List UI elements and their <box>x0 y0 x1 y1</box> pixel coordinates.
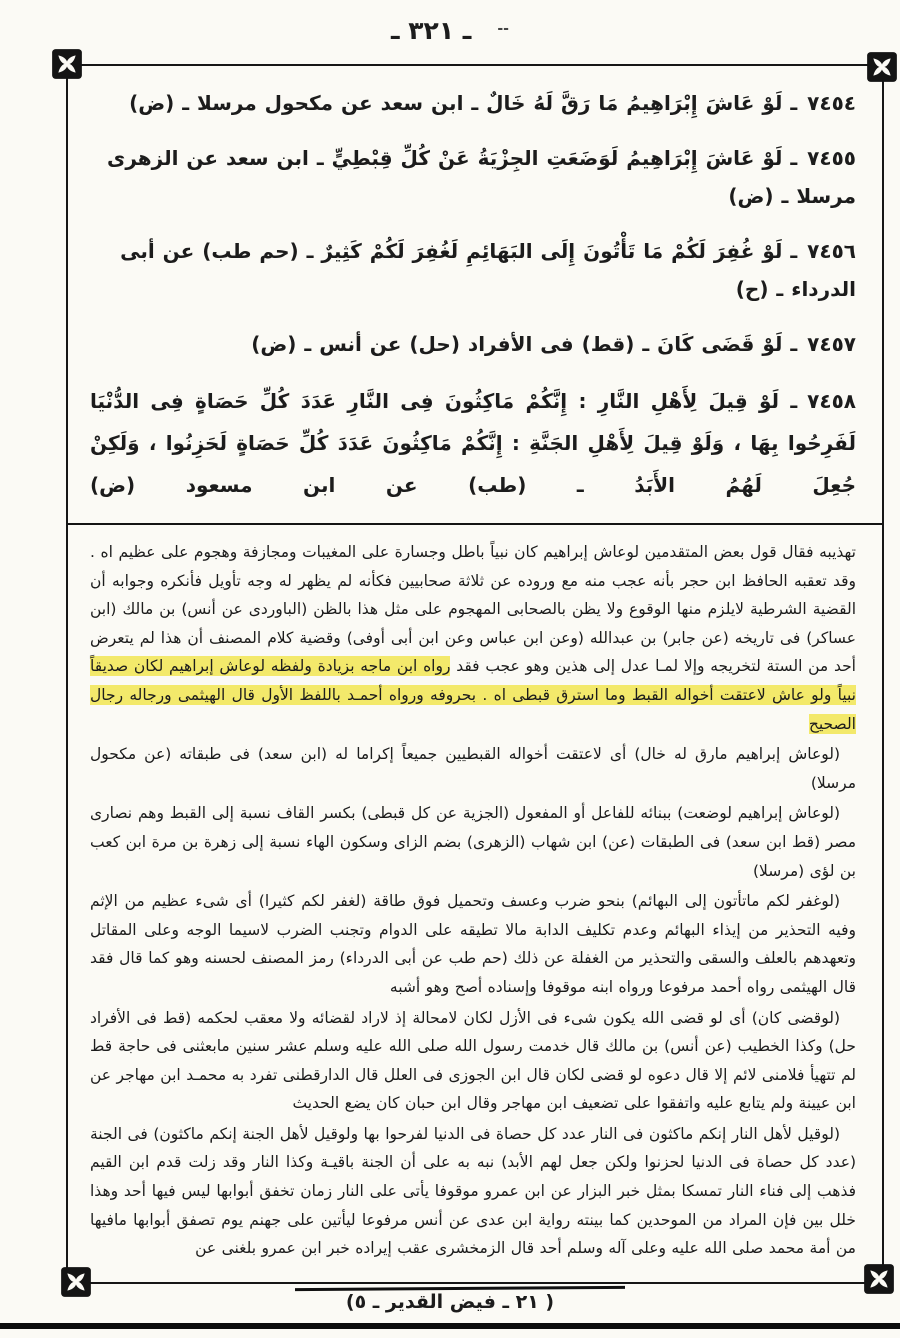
hadith-number: ٧٤٥٧ <box>807 332 856 356</box>
book-volume-footer: ( ٢١ ـ فيض القدير ـ ٥) <box>345 1291 555 1313</box>
hadith-text: ـ لَوْ قَضَى كَانَ ـ (قط) فى الأفراد (حل) عن أنس ـ (ض) <box>251 332 798 356</box>
hadith-text: ـ لَوْ عَاشَ إِبْرَاهِيمُ لَوَضَعَتِ الجِزْيَةُ عَنْ كُلِّ قِبْطِيٍّ ـ ابن سعد عن الزهرى مرسلا ـ (ض) <box>106 146 856 208</box>
page-content <box>68 66 882 1282</box>
commentary-paragraph: (لوعاش إبراهيم مارق له خال) أى لاعتقت أخواله القبطيين جميعاً إكراما له (ابن سعد) فى طبقاته (عن مكحول مرسلا) <box>90 745 856 792</box>
hadith-number: ٧٤٥٦ <box>807 239 856 263</box>
commentary-opening-text: تهذيبه فقال قول بعض المتقدمين لوعاش إبراهيم كان نبياً باطل وجسارة على المغيبات ومجازفة وهجوم على عظيم اه . وقد تعقبه الحافظ ابن حجر بأنه عجب منه مع وروده عن ثلاثة صحابيين فكأنه لم يظهر له وجه تأويل فأنكره وجوابه أن القضية الشرطية لايلزم منها الوقوع ولا يظن بالصحابى المهجوم على مثل هذا بالظن (الباوردى عن أنس) بن مالك (ابن عساكر) فى تاريخه (عن جابر) بن عبدالله (وعن ابن عباس وعن ابن أبى أوفى) وقضية كلام المصنف أن هذا لم يتعرض أحد من الستة لتخريجه وإلا لمـا عدل إلى هذين وهو عجب فقد <box>90 543 856 676</box>
commentary-paragraph: (لوغفر لكم ماتأتون إلى البهائم) بنحو ضرب وعسف وتحميل فوق طاقة (لغفر لكم كثيرا) أى شىء عظيم من الإثم وفيه التحذير من إيذاء البهائم وعدم تكليف الدابة مالا تطيقه على الدوام وتجنب الضرب لاسيما الوجه وعلى المقاتل وتعهدهم بالعلف والسقى والتحذير من الغفلة عن ذلك (حم طب عن أبى الدرداء) رمز المصنف لحسنه وهو كما قال فقد قال الهيثمى رواه أحمد مرفوعا ورواه ابنه موقوفا وإسناده أصح وهو أشبه <box>90 892 856 996</box>
hadith-entry <box>90 232 856 308</box>
commentary-paragraph: (لوقيل لأهل النار إنكم ماكثون فى النار عدد كل حصاة فى الدنيا لفرحوا بها ولوقيل لأهل الجنة إنكم ماكثون) فى الجنة (عدد كل حصاة فى الدنيا لحزنوا ولكن جعل لهم الأبد) نبه به على أن الجنة باقيـة وكذا النار وقد زلت قدم ابن القيم فذهب إلى فناء النار تمسكا بمثل خبر البزار عن ابن عمرو موقوفا يأتى على النار زمان تخفق أبوابها ليس فيها أحد وهذا خلل بين فإن المراد من الموحدين كما بينته رواية ابن عدى عن أنس مرفوعا ليأتين على جهنم يوم تصفق أبوابها مافيها من أمة محمد صلى الله عليه وعلى آله وسلم أحد قال الزمخشرى عقب إيراده خبر ابن عمرو بلغنى عن <box>90 1124 856 1258</box>
page-number <box>0 16 900 45</box>
hadith-entry <box>90 380 856 506</box>
section-divider <box>68 523 882 525</box>
hadith-entry <box>90 325 856 363</box>
footer-rule <box>295 1286 625 1291</box>
hadith-text: ـ لَوْ غُفِرَ لَكُمْ مَا تَأْتُونَ إِلَى البَهَائِمِ لَغُفِرَ لَكُمْ كَثِيرٌ ـ (حم طب) عن أبى الدرداء ـ (ح) <box>120 239 856 301</box>
page-edge-bar <box>0 1323 900 1329</box>
commentary-paragraph: (لوعاش إبراهيم لوضعت) ببنائه للفاعل أو المفعول (الجزية عن كل قبطى) بكسر القاف نسبة إلى القبط وهم نصارى مصر (قط ابن سعد) فى الطبقات (عن) ابن شهاب (الزهرى) بضم الزاى وسكون الهاء نسبة إلى زهرة بن مرة ابن كعب بن لؤى (مرسلا) <box>90 804 856 880</box>
page-border-frame <box>66 64 884 1284</box>
highlighted-text: رواه ابن ماجه بزيادة ولفظه لوعاش إبراهيم لكان صديقاً نبياً ولو عاش لاعتقت أخواله القبط وما استرق قبطى اه . بحروفه ورواه أحمـد باللفظ الأول قال الهيثمى ورجاله رجال الصحيح <box>90 657 856 733</box>
hadith-number: ٧٤٥٤ <box>807 91 856 115</box>
hadith-entry <box>90 84 856 122</box>
hadith-number: ٧٤٥٥ <box>807 146 856 170</box>
hadith-number: ٧٤٥٨ <box>807 389 856 413</box>
commentary-section <box>90 538 856 1263</box>
page-number-label: ـ ٣٢١ ـ <box>391 16 472 45</box>
hadith-entry <box>90 139 856 215</box>
scan-artifact-dashes: -- <box>497 21 509 37</box>
commentary-opening-paragraph <box>90 538 856 738</box>
hadith-text: ـ لَوْ عَاشَ إِبْرَاهِيمُ مَا رَقَّ لَهُ خَالٌ ـ ابن سعد عن مكحول مرسلا ـ (ض) <box>129 91 798 115</box>
commentary-paragraph: (لوقضى كان) أى لو قضى الله يكون شىء فى الأزل لكان لامحالة إذ لاراد لقضائه ولا معقب لحكمه (قط فى الأفراد حل) وكذا الخطيب (عن أنس) بن مالك قال خدمت رسول الله صلى الله عليه وسلم عشر سنين مابعثنى فى حاجة قط لم تتهيأ فلامنى لائم إلا قال دعوه لو قضى لكان قال ابن الجوزى فى العلل قال الدارقطنى تفرد به محمـد ابن مهاجر عن ابن عيينة ولم يتابع عليه واتفقوا على تضعيف ابن مهاجر وقال ابن حبان كان يضع الحديث <box>90 1008 856 1113</box>
hadith-text: ـ لَوْ قِيلَ لِأَهْلِ النَّارِ : إِنَّكُمْ مَاكِثُونَ فِى النَّارِ عَدَدَ كُلِّ حَصَاةٍ فِى الدُّنْيَا لَفَرِحُوا بِهَا ، وَلَوْ قِيلَ لِأَهْلِ الجَنَّةِ : إِنَّكُمْ مَاكِثُونَ عَدَدَ كُلِّ حَصَاةٍ لَحَزِنُوا ، وَلَكِنْ جُعِلَ لَهُمُ الأَبَدُ ـ (طب) عن ابن مسعود (ض) <box>90 389 856 497</box>
hadith-section <box>90 84 856 506</box>
